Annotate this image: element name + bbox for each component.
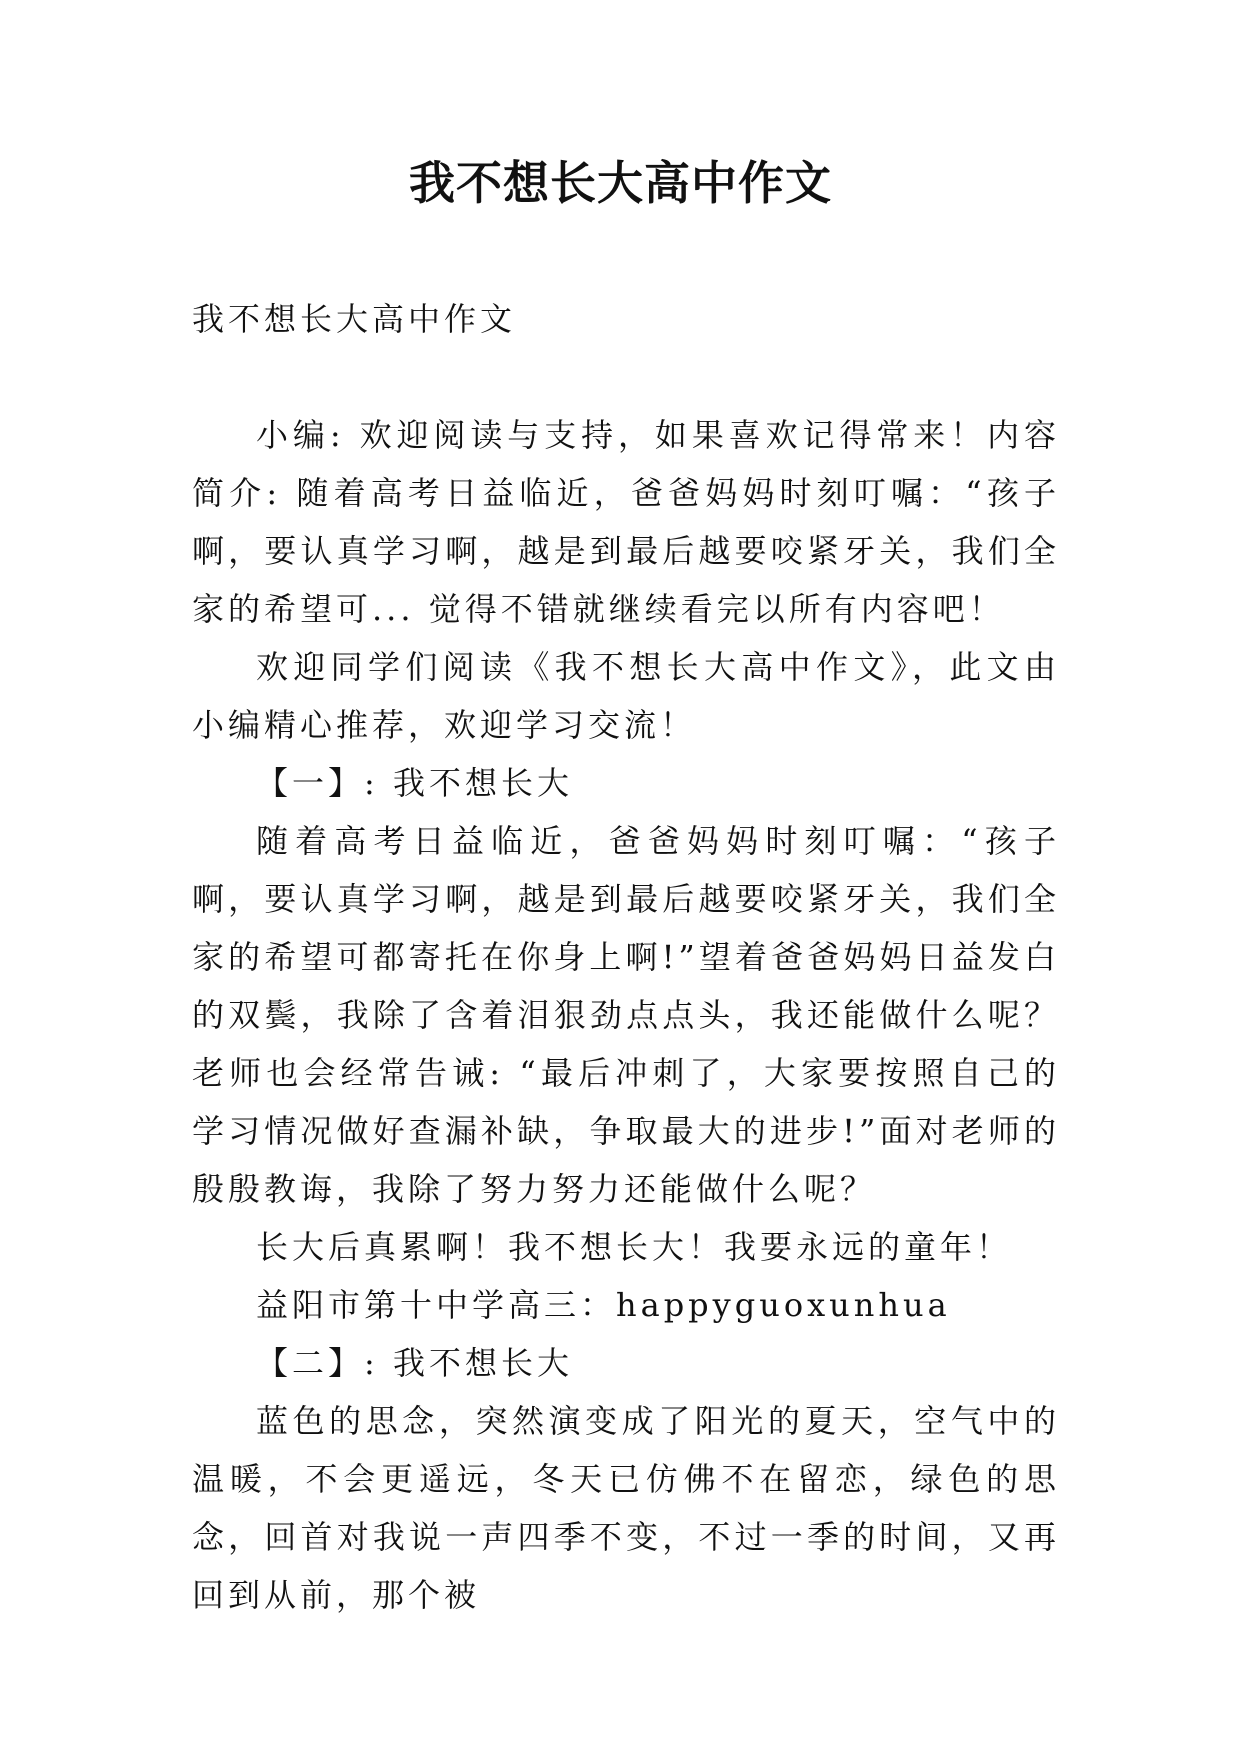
document-subtitle: 我不想长大高中作文	[192, 300, 517, 338]
paragraph-intro: 小编: 欢迎阅读与支持，如果喜欢记得常来！内容简介: 随着高考日益临近，爸爸妈妈时刻叮嘱：“孩子啊，要认真学习啊，越是到最后越要咬紧牙关，我们全家的希望可... 觉得不错就继续看完以所有内容吧！	[192, 416, 1060, 628]
paragraph-welcome: 欢迎同学们阅读《我不想长大高中作文》，此文由小编精心推荐，欢迎学习交流！	[192, 648, 1060, 744]
paragraph-exclamation: 长大后真累啊！我不想长大！我要永远的童年！	[256, 1228, 1013, 1266]
paragraph-section-two: 蓝色的思念，突然演变成了阳光的夏天，空气中的温暖，不会更遥远，冬天已仿佛不在留恋，绿色的思念，回首对我说一声四季不变，不过一季的时间，又再回到从前，那个被	[192, 1402, 1060, 1614]
paragraph-section-one: 随着高考日益临近，爸爸妈妈时刻叮嘱：“孩子啊，要认真学习啊，越是到最后越要咬紧牙关，我们全家的希望可都寄托在你身上啊!”望着爸爸妈妈日益发白的双鬓，我除了含着泪狠劲点点头，我还能做什么呢？老师也会经常告诫: “最后冲刺了，大家要按照自己的学习情况做好查漏补缺，争取最大的进步!”面对老师的殷殷教诲，我除了努力努力还能做什么呢？	[192, 822, 1060, 1208]
document-title: 我不想长大高中作文	[409, 156, 832, 210]
paragraph-author: 益阳市第十中学高三：happyguoxunhua	[256, 1286, 951, 1324]
section-heading-one: 【一】: 我不想长大	[256, 764, 573, 802]
section-heading-two: 【二】: 我不想长大	[256, 1344, 573, 1382]
document-body	[192, 290, 1060, 1624]
